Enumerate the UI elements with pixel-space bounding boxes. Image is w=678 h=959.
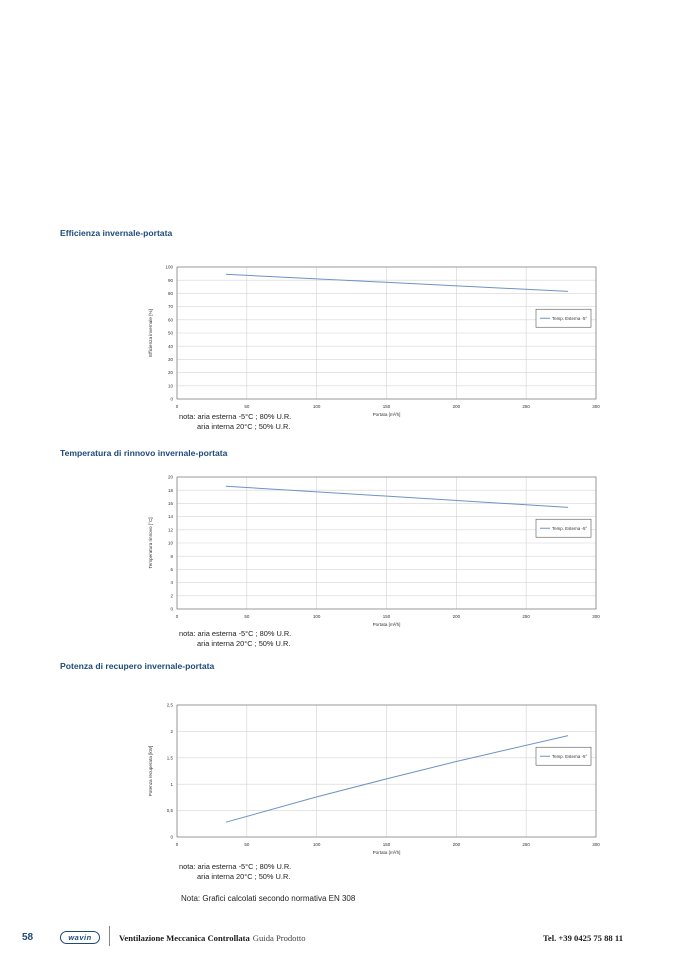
x-tick-label: 0 <box>175 614 179 619</box>
wavin-logo: wavin <box>60 931 100 944</box>
x-tick-label: 200 <box>452 404 461 409</box>
x-axis-label: Portata [m³/h] <box>372 412 401 417</box>
note-2 <box>179 629 291 648</box>
legend-label: Temp. Esterna -5° <box>552 525 588 531</box>
x-tick-label: 300 <box>592 614 600 619</box>
y-tick-label: 4 <box>170 580 173 586</box>
x-tick-label: 250 <box>522 404 530 409</box>
footer-title-main: Ventilazione Meccanica Controllata <box>119 933 250 943</box>
y-tick-label: 2 <box>170 729 173 734</box>
x-tick-label: 150 <box>382 404 391 409</box>
note-line-2: aria interna 20°C ; 50% U.R. <box>197 871 291 881</box>
y-tick-label: 2,5 <box>166 702 173 708</box>
y-tick-label: 1,5 <box>166 755 173 761</box>
y-tick-label: 12 <box>167 527 173 533</box>
y-tick-label: 20 <box>167 474 173 480</box>
section-title-temperatura: Temperatura di rinnovo invernale-portata <box>60 448 228 458</box>
y-tick-label: 100 <box>165 264 173 270</box>
y-tick-label: 60 <box>167 317 173 323</box>
y-tick-label: 70 <box>167 304 173 310</box>
x-axis-label: Portata [m³/h] <box>372 622 401 627</box>
x-axis-label: Portata [m³/h] <box>372 850 401 855</box>
x-tick-label: 250 <box>522 842 530 847</box>
legend-label: Temp. Esterna -5° <box>552 753 588 759</box>
note-line-1: nota: aria esterna -5°C ; 80% U.R. <box>179 629 292 638</box>
y-tick-label: 8 <box>170 553 173 559</box>
x-tick-label: 0 <box>175 842 179 847</box>
y-tick-label: 2 <box>170 593 173 599</box>
y-tick-label: 90 <box>167 277 173 283</box>
y-tick-label: 6 <box>170 567 173 572</box>
series-line <box>226 486 568 507</box>
x-tick-label: 100 <box>312 842 321 847</box>
y-axis-label: Efficienza invernale [%] <box>148 309 153 357</box>
note-1 <box>179 412 291 431</box>
y-tick-label: 30 <box>167 357 173 362</box>
section-title-potenza: Potenza di recupero invernale-portata <box>60 661 215 671</box>
x-tick-label: 300 <box>592 404 600 409</box>
chart-potenza <box>140 700 610 860</box>
y-tick-label: 0 <box>170 834 173 840</box>
y-tick-label: 10 <box>167 540 173 546</box>
x-tick-label: 200 <box>452 614 461 619</box>
series-line <box>226 274 568 291</box>
x-tick-label: 200 <box>452 842 461 847</box>
footer-title <box>119 933 306 943</box>
x-tick-label: 250 <box>522 614 530 619</box>
x-tick-label: 100 <box>312 404 321 409</box>
y-tick-label: 50 <box>167 330 173 336</box>
note-3 <box>179 862 291 881</box>
y-tick-label: 40 <box>167 343 173 349</box>
x-tick-label: 50 <box>244 614 250 619</box>
y-axis-label: Potenza recuperata [kW] <box>148 745 153 797</box>
note-line-1: nota: aria esterna -5°C ; 80% U.R. <box>179 862 292 871</box>
x-tick-label: 300 <box>592 842 600 847</box>
footer-tel: Tel. +39 0425 75 88 11 <box>542 933 623 943</box>
legend-label: Temp. Esterna -5° <box>552 315 588 321</box>
footer <box>0 926 678 950</box>
x-tick-label: 0 <box>175 404 179 409</box>
footer-divider <box>109 926 110 946</box>
y-tick-label: 80 <box>167 291 173 296</box>
note-line-2: aria interna 20°C ; 50% U.R. <box>197 638 291 648</box>
y-axis-label: Temperatura rinnovo [°C] <box>148 517 153 569</box>
page-number: 58 <box>22 932 34 943</box>
chart-efficienza <box>140 262 610 422</box>
y-tick-label: 10 <box>167 383 173 389</box>
y-tick-label: 14 <box>167 514 173 520</box>
x-tick-label: 100 <box>312 614 321 619</box>
x-tick-label: 50 <box>244 404 250 409</box>
y-tick-label: 20 <box>167 370 173 376</box>
y-tick-label: 18 <box>167 487 173 493</box>
note-line-1: nota: aria esterna -5°C ; 80% U.R. <box>179 412 292 421</box>
y-tick-label: 16 <box>167 501 173 506</box>
note-line-2: aria interna 20°C ; 50% U.R. <box>197 421 291 431</box>
y-tick-label: 1 <box>170 781 173 787</box>
section-title-efficienza: Efficienza invernale-portata <box>60 228 173 238</box>
x-tick-label: 150 <box>382 842 391 847</box>
footer-subtitle: Guida Prodotto <box>252 933 306 943</box>
x-tick-label: 50 <box>244 842 250 847</box>
x-tick-label: 150 <box>382 614 391 619</box>
y-tick-label: 0 <box>170 606 173 612</box>
series-line <box>226 736 568 823</box>
y-tick-label: 0 <box>170 396 173 402</box>
chart-temperatura <box>140 472 610 632</box>
norm-note: Nota: Grafici calcolati secondo normativa EN 308 <box>181 894 356 903</box>
y-tick-label: 0,5 <box>166 808 173 814</box>
